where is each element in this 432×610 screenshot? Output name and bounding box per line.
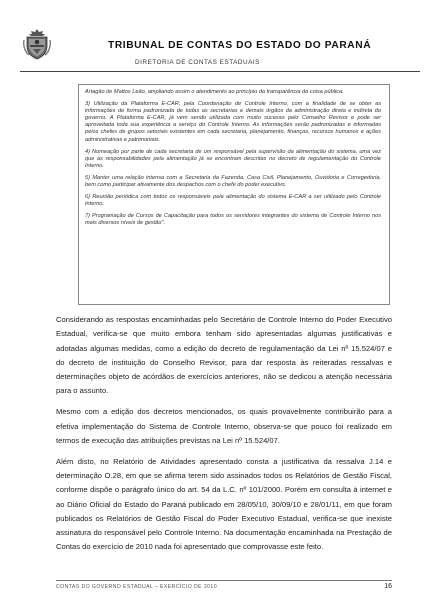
- quote-paragraph: 6) Reunião periódica com todos os responsáveis pela alimentação do sistema E-CAR a ser utilizado pelo Controle Interno.: [85, 194, 381, 208]
- quote-paragraph: 5) Manter uma relação intensa com a Secretaria da Fazenda, Casa Civil, Planejamento, Ouvidoria e Corregedoria, bem como participar ativamente dos despachos com o chefe do poder executivo.: [85, 174, 381, 189]
- body-paragraph: Considerando as respostas encaminhadas pelo Secretário de Controle Interno do Poder Executivo Estadual, verifica-se que muito embora tenham sido apresentadas algumas justificativas e adotadas algumas medidas, como a edição do decreto de regulamentação da Lei nº 15.524/07 e do decreto de instituição do Conselho Revisor, para dar resposta às reiteradas ressalvas e determinações objeto de acórdãos de exercícios anteriores, não se dedicou a atenção necessária para o assunto.: [56, 315, 392, 396]
- parana-coat-of-arms-icon: [22, 28, 52, 60]
- page-number: 16: [384, 583, 392, 590]
- quote-paragraph: Artagão de Mattos Leão, ampliando assim o atendimento ao princípio da transparência da coisa pública.: [85, 89, 344, 95]
- quote-paragraph: 7) Programação de Cursos de Capacitação para todos os servidores integrantes do sistema de Controle Interno nos mais diversos níveis de gestão".: [85, 213, 381, 227]
- body-paragraph: Além disto, no Relatório de Atividades apresentado consta a justificativa da ressalva J.14 e determinação O.28, em que se afirma terem sido assinados todos os Relatórios de Gestão Fiscal, conforme dispõe o parágrafo único do art. 54 da L.C. nº 101/2000. Porém em consulta à internet e ao Diário Oficial do Estado do Paraná publicado em 28/05/10, 30/09/10 e 28/01/11, em que foram publicados os Relatórios de Gestão Fiscal do Poder Executivo Estadual, verifica-se que inexiste assinatura do responsável pelo Controle Interno. Na documentação encaminhada na Prestação de Contas do exercício de 2010 nada foi apresentado que comprovasse este feito.: [56, 456, 392, 552]
- page-subtitle: DIRETORIA DE CONTAS ESTADUAIS: [135, 59, 260, 66]
- quoted-response-box: [78, 84, 390, 305]
- footer-divider: [56, 580, 392, 581]
- quote-paragraph: 3) Utilização da Plataforma E-CAR, pela Coordenação de Controle Interno, com a finalidade de se obter as informações de forma padronizada de todas as secretarias e demais órgãos da administração direta e indireta do governo. A Plataforma E-CAR, já vem sendo utilizada com muito sucesso pelo Conselho Revisor e pode ser aproveitada toda sua experiência a serviço do Controle Interno. As informações serão padronizadas e informadas pelos chefes de grupos setoriais existentes em cada secretaria, planejamento, finanças, recursos humanos e ações administrativas e patrimoniais.: [85, 101, 381, 143]
- page-title: TRIBUNAL DE CONTAS DO ESTADO DO PARANÁ: [108, 40, 372, 51]
- page-header: [20, 28, 420, 72]
- body-text: [56, 313, 392, 561]
- body-paragraph: Mesmo com a edição dos decretos mencionados, os quais provavelmente contribuirão para a efetiva implementação do Sistema de Controle Interno, observa-se que pouco foi realizado em termos de execução das atribuições previstas na Lei nº 15.524/07.: [56, 407, 392, 445]
- header-divider: [20, 71, 420, 72]
- footer-text: CONTAS DO GOVERNO ESTADUAL – EXERCÍCIO DE 2010: [56, 584, 217, 590]
- quote-paragraph: 4) Nomeação por parte de cada secretaria de um responsável pela supervisão da alimentação do sistema, uma vez que as responsabilidades pela alimentação já se encontram descritas no decreto de regulamentação do Controle Interno.: [85, 148, 381, 169]
